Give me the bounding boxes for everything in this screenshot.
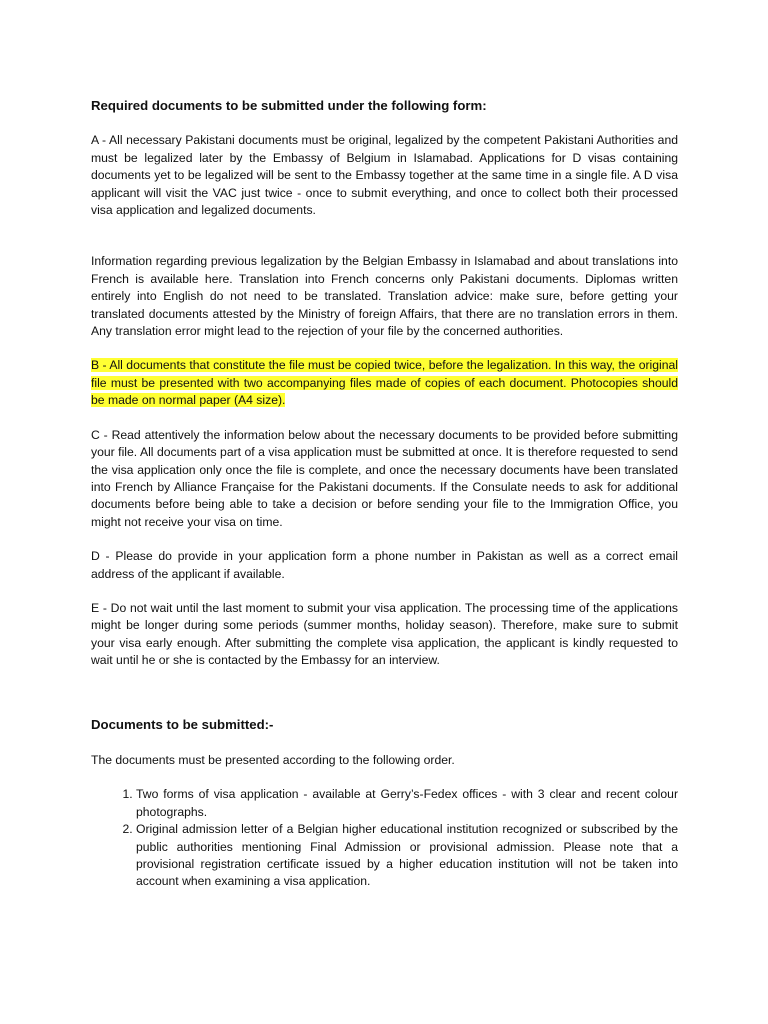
paragraph-e: E - Do not wait until the last moment to submit your visa application. The processing time of the applications might be longer during some periods (summer months, holiday season). Therefore, make sure to submit your visa early enough. After submitting the complete visa application, the applicant is kindly requested to wait until he or she is contacted by the Embassy for an interview.: [91, 600, 678, 668]
paragraph-b-highlighted: [91, 357, 678, 409]
paragraph-legalization-info: Information regarding previous legalization by the Belgian Embassy in Islamabad and about translations into French is available here. Translation into French concerns only Pakistani documents. Diplomas written entirely into English do not need to be translated. Translation advice: make sure, before getting your translated documents attested by the Ministry of foreign Affairs, that there are no translation errors in them. Any translation error might lead to the rejection of your file by the concerned authorities.: [91, 254, 678, 339]
document-content: [91, 97, 678, 891]
paragraph-c: C - Read attentively the information below about the necessary documents to be provided before submitting your file. All documents part of a visa application must be submitted at once. It is therefore requested to send the visa application only once the file is complete, and once the necessary documents have been translated into French by Alliance Française for the Pakistani documents. If the Consulate needs to ask for additional documents before being able to take a decision or before sending your file to the Immigration Office, you might not receive your visa on time.: [91, 427, 678, 529]
paragraph-a: A - All necessary Pakistani documents must be original, legalized by the competent Pakistani Authorities and must be legalized later by the Embassy of Belgium in Islamabad. Applications for D visas containing documents yet to be legalized will be sent to the Embassy together at the same time in a single file. A D visa applicant will visit the VAC just twice - once to submit everything, and once to collect both their processed visa application and legalized documents.: [91, 133, 678, 218]
paragraph-spacer: [91, 236, 678, 253]
documents-order-intro: The documents must be presented according to the following order.: [91, 752, 455, 767]
documents-list: [91, 786, 678, 890]
list-item: 1. Two forms of visa application - available at Gerry’s-Fedex offices - with 3 clear and recent colour photographs.: [136, 786, 678, 821]
list-item: 2. Original admission letter of a Belgian higher educational institution recognized or subscribed by the public authorities mentioning Final Admission or provisional admission. Please note that a provisional registration certificate issued by a higher education institution will not be taken into account when examining a visa application.: [136, 821, 678, 891]
highlight-text-b: B - All documents that constitute the file must be copied twice, before the legalization. In this way, the original file must be presented with two accompanying files made of copies of each document. Photocopies should be made on normal paper (A4 size).: [91, 358, 678, 408]
section-heading-required-documents: Required documents to be submitted under the following form:: [91, 98, 487, 113]
section-heading-documents-to-submit: Documents to be submitted:-: [91, 716, 274, 732]
paragraph-d: D - Please do provide in your application form a phone number in Pakistan as well as a correct email address of the applicant if available.: [91, 549, 678, 581]
